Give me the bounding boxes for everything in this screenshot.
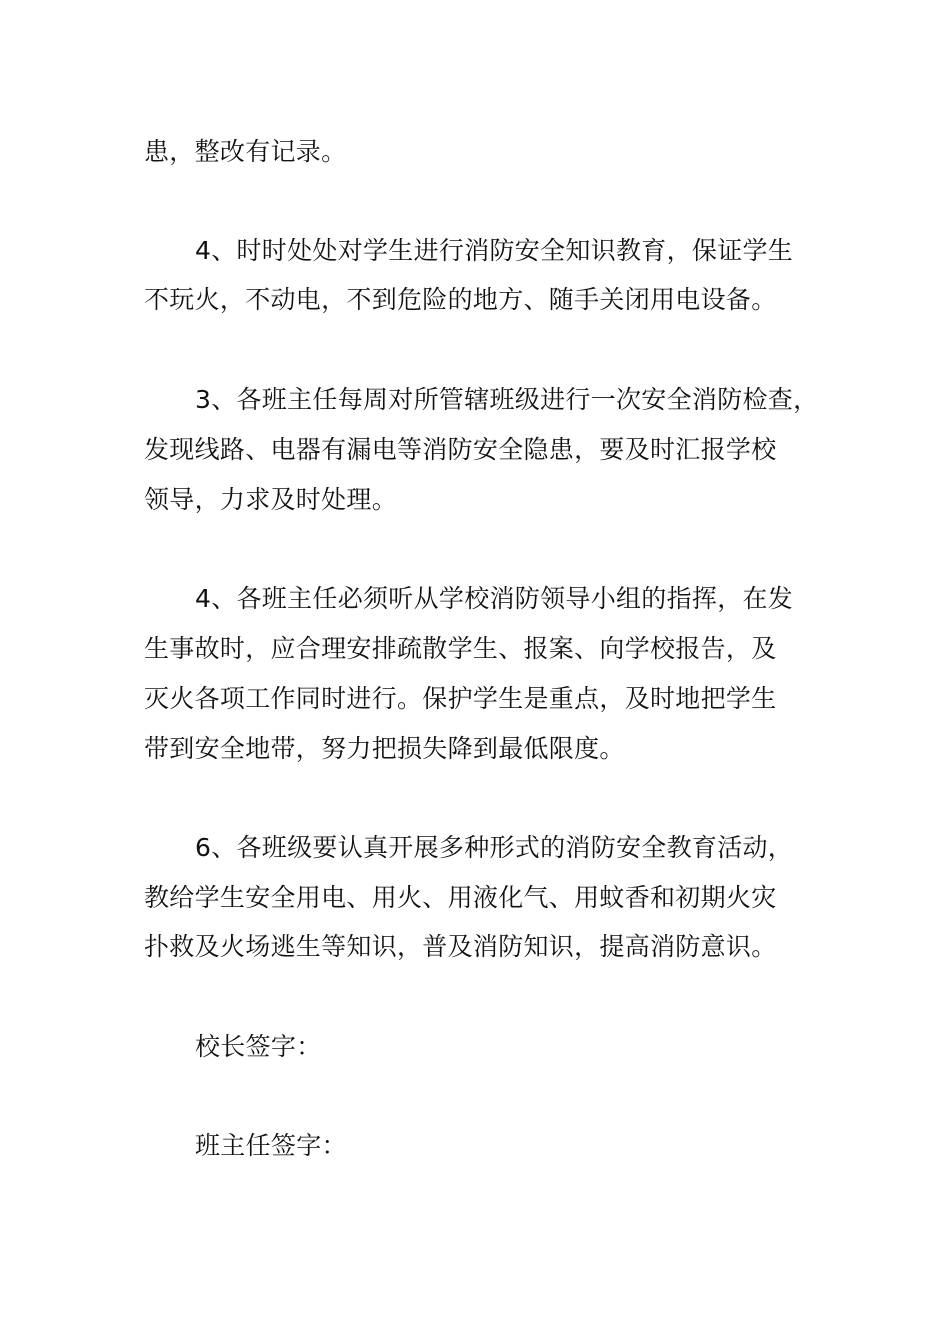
text-line: 领导，力求及时处理。 bbox=[144, 485, 398, 514]
principal-signature-label: 校长签字： bbox=[195, 1032, 322, 1061]
text-line: 教给学生安全用电、用火、用液化气、用蚊香和初期火灾 bbox=[144, 883, 777, 912]
text-line: 发现线路、电器有漏电等消防安全隐患，要及时汇报学校 bbox=[144, 435, 777, 464]
text-line: 带到安全地带，努力把损失降到最低限度。 bbox=[144, 734, 625, 763]
text-line: 灭火各项工作同时进行。保护学生是重点，及时地把学生 bbox=[144, 684, 777, 713]
text-line: 4、时时处处对学生进行消防安全知识教育，保证学生 bbox=[195, 236, 794, 265]
text-line: 3、各班主任每周对所管辖班级进行一次安全消防检查， bbox=[195, 385, 819, 414]
text-line: 生事故时，应合理安排疏散学生、报案、向学校报告，及 bbox=[144, 634, 777, 663]
text-line: 患，整改有记录。 bbox=[144, 137, 347, 166]
head-teacher-signature-label: 班主任签字： bbox=[195, 1131, 347, 1160]
text-line: 不玩火，不动电，不到危险的地方、随手关闭用电设备。 bbox=[144, 285, 777, 314]
text-line: 4、各班主任必须听从学校消防领导小组的指挥，在发 bbox=[195, 584, 794, 613]
text-line: 6、各班级要认真开展多种形式的消防安全教育活动， bbox=[195, 833, 794, 862]
text-line: 扑救及火场逃生等知识，普及消防知识，提高消防意识。 bbox=[144, 932, 777, 961]
